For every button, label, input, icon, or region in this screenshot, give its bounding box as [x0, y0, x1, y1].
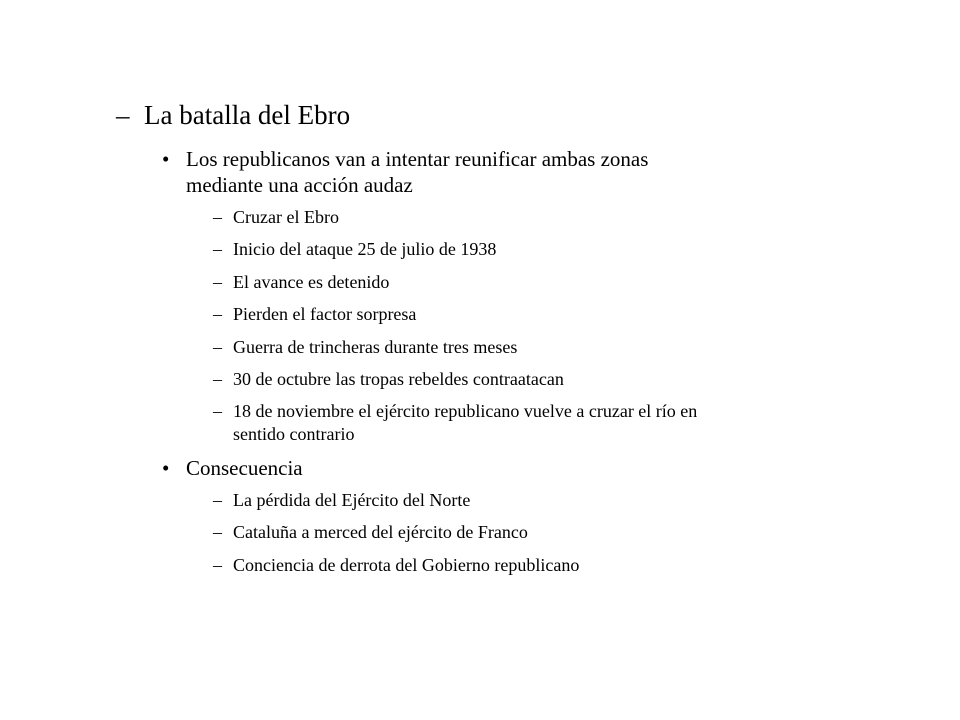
subitem-text: Guerra de trincheras durante tres meses [233, 337, 518, 357]
heading-text: La batalla del Ebro [144, 100, 351, 130]
subitem-text: Inicio del ataque 25 de julio de 1938 [233, 239, 497, 259]
subitem-text: Cataluña a merced del ejército de Franco [233, 522, 528, 542]
subitem-text: 30 de octubre las tropas rebeldes contraatacan [233, 369, 564, 389]
subitem-text: Pierden el factor sorpresa [233, 304, 417, 324]
subitem-dash: – [213, 490, 222, 510]
bullet-marker: • [162, 456, 170, 480]
bullet-text-line: Consecuencia [186, 456, 303, 480]
bullet-text-line: Los republicanos van a intentar reunificar ambas zonas [186, 147, 649, 171]
subitem-text: sentido contrario [233, 424, 355, 444]
subitem-dash: – [213, 337, 222, 357]
subitem-dash: – [213, 555, 222, 575]
subitem-text: La pérdida del Ejército del Norte [233, 490, 471, 510]
subitem-dash: – [213, 207, 222, 227]
subitem-dash: – [213, 522, 222, 542]
subitem-text: Cruzar el Ebro [233, 207, 339, 227]
bullet-text-line: mediante una acción audaz [186, 173, 413, 197]
heading-dash: – [116, 100, 130, 130]
subitem-dash: – [213, 304, 222, 324]
subitem-dash: – [213, 272, 222, 292]
subitem-text: 18 de noviembre el ejército republicano vuelve a cruzar el río en [233, 401, 698, 421]
subitem-dash: – [213, 239, 222, 259]
subitem-text: El avance es detenido [233, 272, 390, 292]
subitem-dash: – [213, 401, 222, 421]
bullet-marker: • [162, 147, 170, 171]
subitem-text: Conciencia de derrota del Gobierno republicano [233, 555, 580, 575]
subitem-dash: – [213, 369, 222, 389]
